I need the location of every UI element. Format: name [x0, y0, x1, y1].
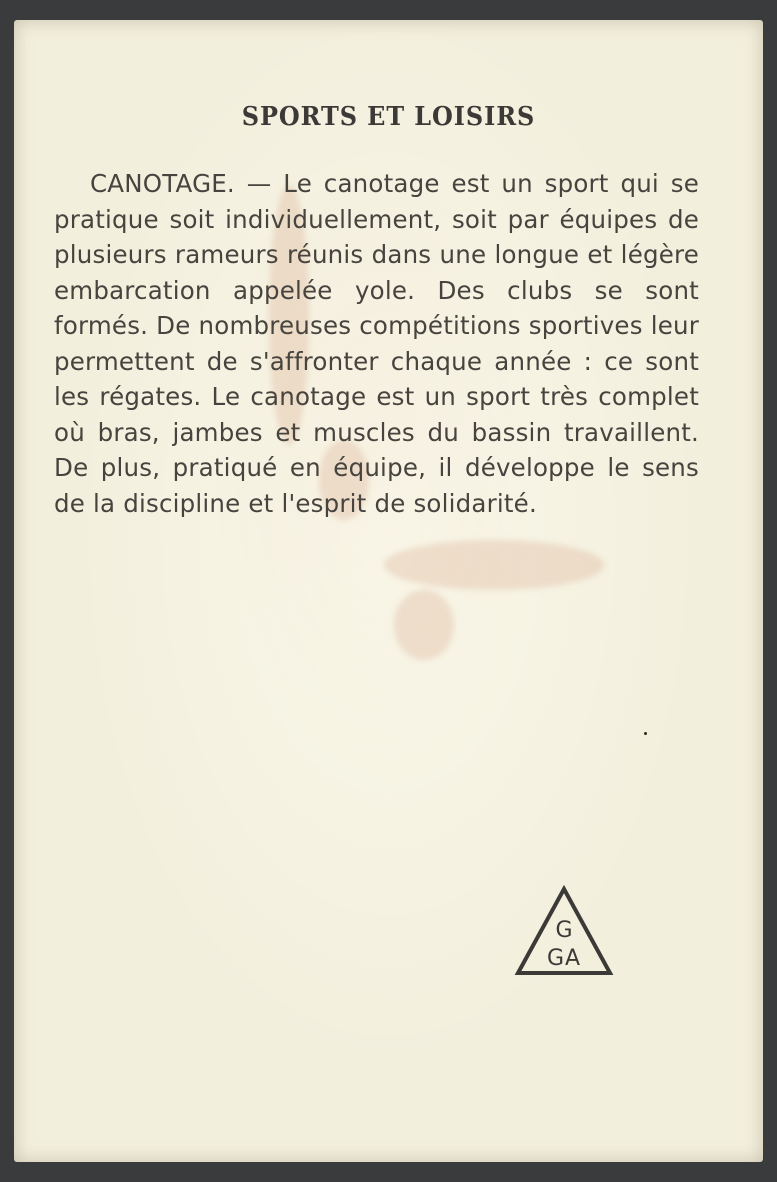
card-title: SPORTS ET LOISIRS	[241, 102, 536, 132]
logo-letters-top: G	[555, 918, 573, 943]
card-paragraph: CANOTAGE. — Le canotage est un sport qui se pratique soit individuellement, soit par équipes de plusieurs rameurs réunis dans une longue et légère embarcation appelée yole. Des clubs se sont formés. De nombreuses compétitions sportives leur permettent de s'affronter chaque année : ce sont les régates. Le canotage est un sport très complet où bras, jambes et muscles du bassin travaillent. De plus, pratiqué en équipe, il développe le sens de la discipline et l'esprit de solidarité.	[54, 169, 699, 518]
ink-speck	[644, 732, 647, 735]
stain	[394, 590, 454, 660]
logo-letters-bottom: GA	[546, 946, 582, 971]
stain	[384, 540, 604, 590]
trade-card	[14, 20, 763, 1162]
triangle-monogram-icon	[514, 885, 614, 977]
gga-logo	[514, 885, 614, 977]
